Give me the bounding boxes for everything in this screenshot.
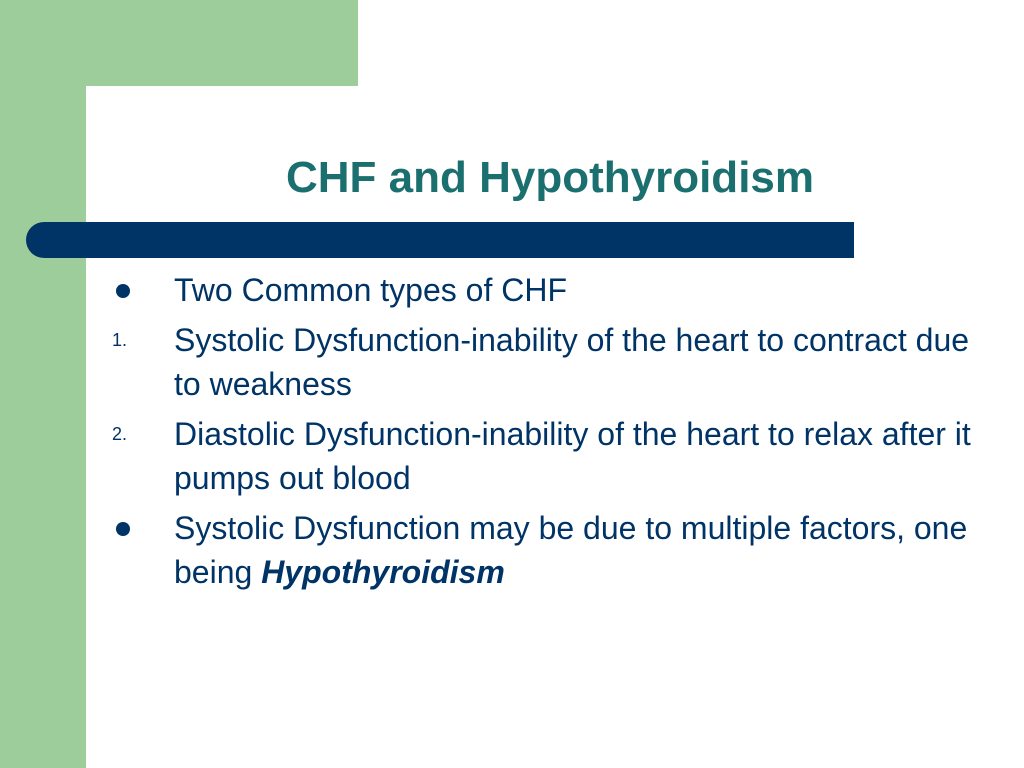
list-item-number: 2. — [112, 424, 128, 444]
list-item — [100, 506, 980, 594]
bullet-dot-icon — [116, 284, 130, 298]
list-item-text: Systolic Dysfunction-inability of the heart to contract due to weakness — [174, 322, 970, 402]
emphasized-term: Hypothyroidism — [261, 554, 505, 590]
title-divider-bar — [26, 222, 854, 258]
list-item-text: Diastolic Dysfunction-inability of the heart to relax after it pumps out blood — [174, 416, 971, 496]
list-item-text: Two Common types of CHF — [174, 272, 567, 308]
bullet-list — [100, 268, 980, 600]
list-item-number: 1. — [112, 330, 128, 350]
list-item — [100, 318, 980, 406]
bullet-dot-icon — [116, 522, 130, 536]
list-item — [100, 268, 980, 312]
list-item-text: Systolic Dysfunction may be due to multiple factors, one being — [174, 510, 968, 590]
green-sidebar-panel — [0, 0, 86, 768]
green-top-panel — [0, 0, 358, 86]
list-item — [100, 412, 980, 500]
slide-title: CHF and Hypothyroidism — [285, 153, 815, 202]
